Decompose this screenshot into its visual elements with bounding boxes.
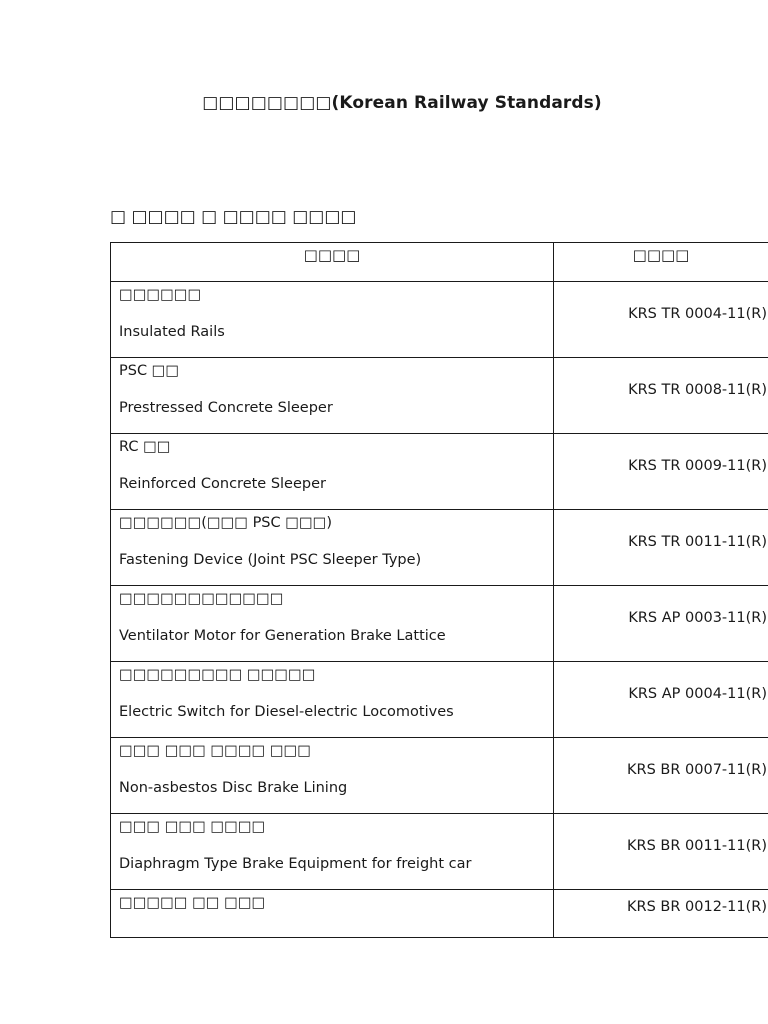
table-row (111, 890, 768, 938)
standard-name-cell (111, 738, 554, 814)
table-row (111, 662, 768, 738)
standard-name-cell (111, 890, 554, 938)
standard-code: KRS AP 0004-11(R) (554, 662, 768, 738)
table-row (111, 586, 768, 662)
document-title: □□□□□□□□(Korean Railway Standards) (202, 93, 602, 113)
table-row (111, 814, 768, 890)
standard-name-korean: RC □□ (119, 439, 171, 455)
standard-name-english: Diaphragm Type Brake Equipment for freight car (119, 856, 472, 872)
table-row (111, 738, 768, 814)
standard-name-korean: □□□□□ □□ □□□ (119, 895, 266, 911)
standard-name-english: Insulated Rails (119, 324, 225, 340)
table-header-row (111, 243, 768, 282)
standard-name-english: Fastening Device (Joint PSC Sleeper Type) (119, 552, 422, 568)
section-heading: □ □□□□ □ □□□□ □□□□ (110, 207, 357, 227)
table-row (111, 358, 768, 434)
standard-name-cell (111, 434, 554, 510)
standard-name-korean: PSC □□ (119, 363, 180, 379)
standard-name-cell (111, 586, 554, 662)
standard-code: KRS TR 0004-11(R) (554, 282, 768, 358)
standard-name-cell (111, 510, 554, 586)
standards-table (110, 242, 768, 938)
standard-name-korean: □□□ □□□ □□□□ □□□ (119, 743, 311, 759)
standard-name-cell (111, 358, 554, 434)
table-row (111, 510, 768, 586)
standard-name-cell (111, 662, 554, 738)
standard-name-korean: □□□□□□□□□ □□□□□ (119, 667, 316, 683)
standard-name-korean: □□□ □□□ □□□□ (119, 819, 266, 835)
standard-name-english: Prestressed Concrete Sleeper (119, 400, 333, 416)
standard-name-korean: □□□□□□ (119, 287, 202, 303)
standard-code: KRS BR 0011-11(R) (554, 814, 768, 890)
table-row (111, 282, 768, 358)
standard-code: KRS BR 0007-11(R) (554, 738, 768, 814)
header-standard-code: □□□□ (554, 243, 768, 282)
standard-name-english: Non-asbestos Disc Brake Lining (119, 780, 348, 796)
standard-code: KRS TR 0011-11(R) (554, 510, 768, 586)
table-row (111, 434, 768, 510)
standard-code: KRS BR 0012-11(R) (554, 890, 768, 938)
standard-code: KRS TR 0008-11(R) (554, 358, 768, 434)
header-standard-name: □□□□ (111, 243, 554, 282)
standard-name-cell (111, 814, 554, 890)
standard-name-english: Ventilator Motor for Generation Brake Lattice (119, 628, 446, 644)
standard-code: KRS AP 0003-11(R) (554, 586, 768, 662)
standard-name-english: Reinforced Concrete Sleeper (119, 476, 326, 492)
standard-code: KRS TR 0009-11(R) (554, 434, 768, 510)
standard-name-english: Electric Switch for Diesel-electric Locomotives (119, 704, 454, 720)
standard-name-korean: □□□□□□□□□□□□ (119, 591, 284, 607)
standard-name-korean: □□□□□□(□□□ PSC □□□) (119, 515, 333, 531)
standard-name-cell (111, 282, 554, 358)
